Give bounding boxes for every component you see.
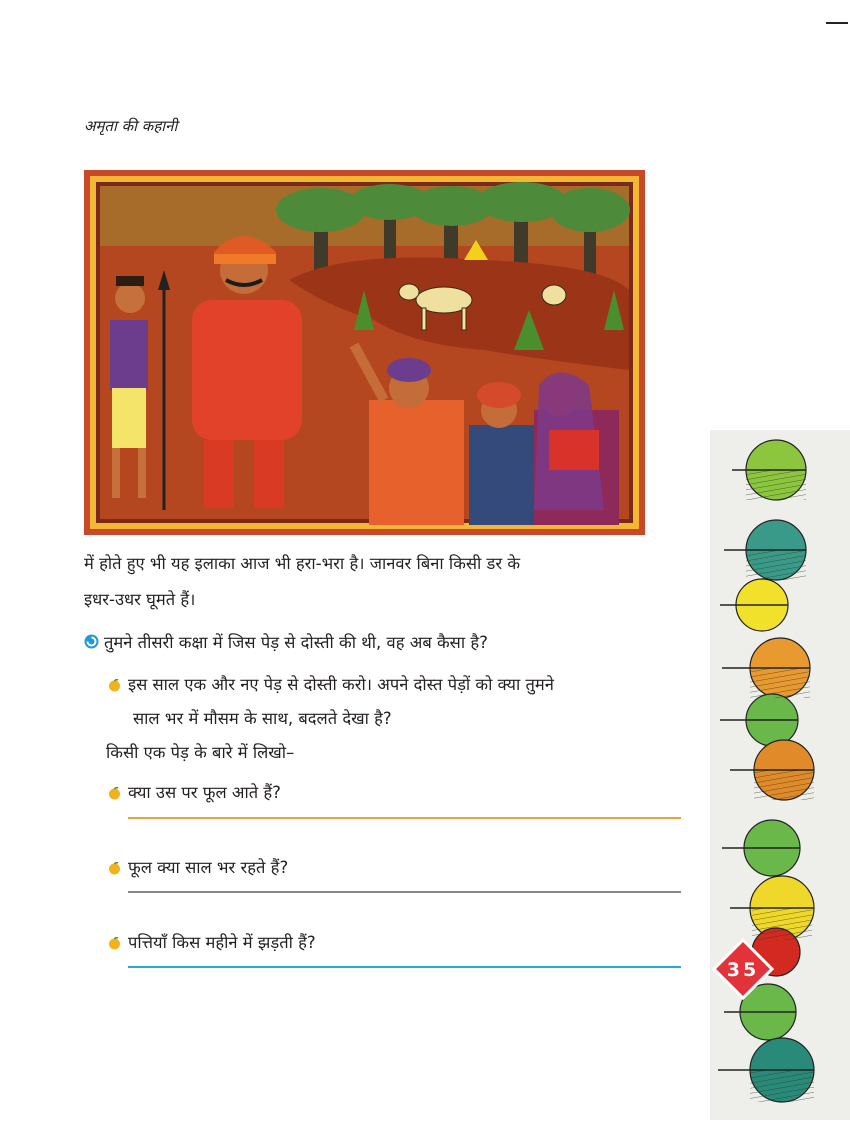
chapter-title: अमृता की कहानी bbox=[84, 117, 178, 135]
story-paragraph-line-2: इधर-उधर घूमते हैं। bbox=[84, 590, 196, 609]
yellow-fruit-bullet-icon bbox=[108, 787, 121, 800]
yellow-fruit-bullet-icon bbox=[108, 862, 121, 875]
main-question: तुमने तीसरी कक्षा में जिस पेड़ से दोस्ती की थी, वह अब कैसा है? bbox=[104, 633, 488, 652]
answer-line-2[interactable] bbox=[128, 891, 681, 893]
question-flowers-year-round: फूल क्या साल भर रहते हैं? bbox=[128, 858, 289, 877]
yellow-fruit-bullet-icon bbox=[108, 937, 121, 950]
question-flowers: क्या उस पर फूल आते हैं? bbox=[128, 783, 281, 802]
page-number-badge bbox=[712, 938, 774, 1000]
story-paragraph-line-1: में होते हुए भी यह इलाका आज भी हरा-भरा है। जानवर बिना किसी डर के bbox=[84, 554, 521, 573]
activity-line-1: इस साल एक और नए पेड़ से दोस्ती करो। अपने दोस्त पेड़ों को क्या तुमने bbox=[128, 675, 554, 694]
yellow-fruit-bullet-icon bbox=[108, 679, 121, 692]
story-illustration bbox=[84, 170, 645, 535]
answer-line-1[interactable] bbox=[128, 817, 681, 819]
blue-swirl-bullet-icon bbox=[84, 634, 99, 649]
decorative-leaves-column bbox=[710, 430, 850, 1120]
question-leaves-fall: पत्तियाँ किस महीने में झड़ती हैं? bbox=[128, 933, 316, 952]
page-number: 35 bbox=[726, 959, 760, 981]
crop-mark-top bbox=[826, 22, 848, 24]
answer-line-3[interactable] bbox=[128, 966, 681, 968]
activity-line-2: साल भर में मौसम के साथ, बदलते देखा है? bbox=[133, 709, 392, 728]
activity-prompt: किसी एक पेड़ के बारे में लिखो– bbox=[106, 743, 295, 762]
